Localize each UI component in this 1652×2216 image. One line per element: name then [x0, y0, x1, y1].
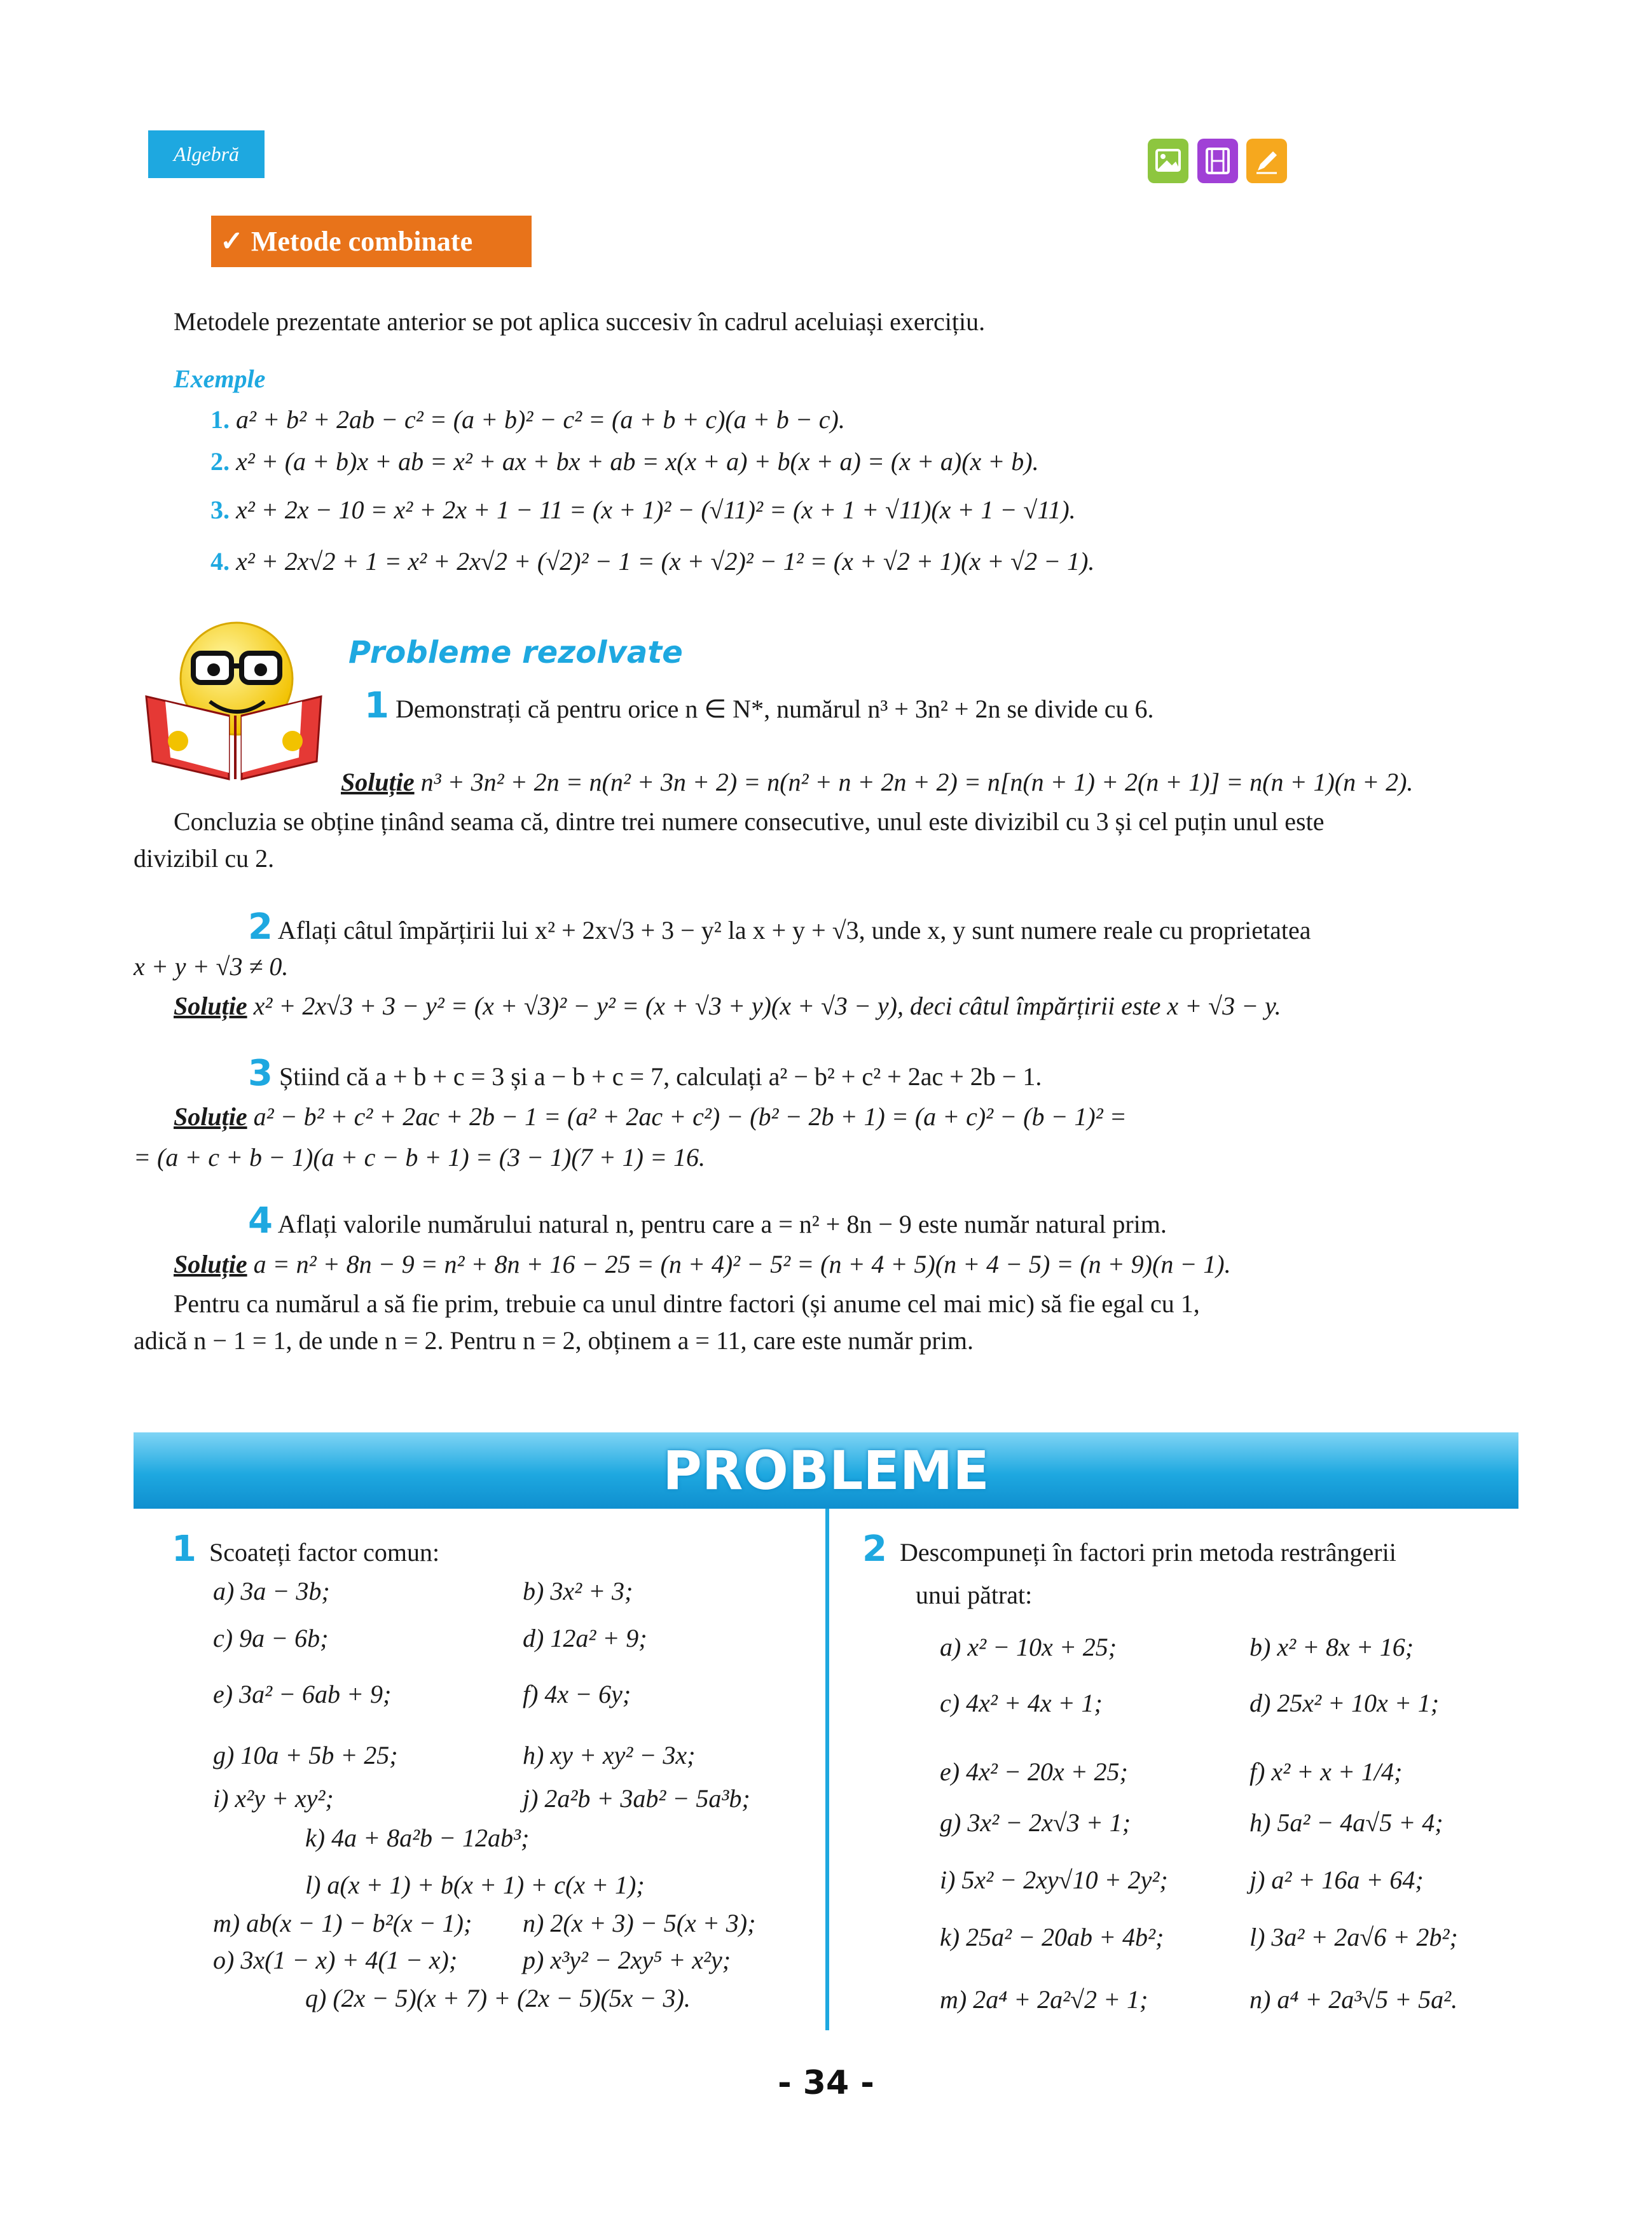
column-divider	[825, 1509, 829, 2030]
problems-title: PROBLEME	[663, 1439, 989, 1502]
solved-4-explanation: Pentru ca numărul a să fie prim, trebuie ca unul dintre factori (și anume cel mai mic) să fie egal cu 1,	[174, 1289, 1200, 1318]
intro-text: Metodele prezentate anterior se pot aplica succesiv în cadrul aceluiași exercițiu.	[174, 307, 986, 336]
solved-4-explanation-cont: adică n − 1 = 1, de unde n = 2. Pentru n = 2, obținem a = 11, care este număr prim.	[134, 1326, 974, 1355]
solved-4-statement: 4 Aflați valorile numărului natural n, pentru care a = n² + 8n − 9 este număr natural prim.	[248, 1200, 1167, 1242]
problem-number: 4	[248, 1200, 273, 1242]
solved-problems-title: Probleme rezolvate	[348, 635, 683, 670]
exercise-1-m: m) ab(x − 1) − b²(x − 1);	[213, 1909, 472, 1937]
exercise-2-k: k) 25a² − 20ab + 4b²;	[940, 1923, 1164, 1951]
exercise-2-f: f) x² + x + 1/4;	[1249, 1757, 1403, 1786]
problem-number: 1	[364, 685, 389, 726]
solved-3-solution: Soluție a² − b² + c² + 2ac + 2b − 1 = (a² + 2ac + c²) − (b² − 2b + 1) = (a + c)² − (b − 1)² =	[174, 1102, 1127, 1131]
exercise-number: 1	[172, 1528, 196, 1570]
exercise-1-l: l) a(x + 1) + b(x + 1) + c(x + 1);	[305, 1871, 645, 1899]
solved-3-statement: 3 Știind că a + b + c = 3 și a − b + c = 7, calculați a² − b² + c² + 2ac + 2b − 1.	[248, 1053, 1042, 1094]
solved-4-solution: Soluție a = n² + 8n − 9 = n² + 8n + 16 − 25 = (n + 4)² − 5² = (n + 4 + 5)(n + 4 − 5) = (n + 9)(n − 1).	[174, 1250, 1231, 1278]
problems-banner	[134, 1432, 1518, 1509]
exercise-2-e: e) 4x² − 20x + 25;	[940, 1757, 1128, 1786]
pencil-icon[interactable]	[1246, 139, 1287, 183]
exercise-2-j: j) a² + 16a + 64;	[1249, 1866, 1424, 1894]
example-1: 1. a² + b² + 2ab − c² = (a + b)² − c² = (a + b + c)(a + b − c).	[210, 405, 845, 434]
section-heading	[211, 216, 532, 267]
exercise-1-c: c) 9a − 6b;	[213, 1624, 329, 1652]
exercise-1-b: b) 3x² + 3;	[523, 1577, 633, 1605]
solved-1-solution: Soluție n³ + 3n² + 2n = n(n² + 3n + 2) = n(n² + n + 2n + 2) = n[n(n + 1) + 2(n + 1)] = n(n + 1)(n + 2).	[341, 768, 1414, 796]
exercise-1-f: f) 4x − 6y;	[523, 1680, 631, 1708]
chapter-tag: Algebră	[148, 130, 265, 178]
exercise-1-o: o) 3x(1 − x) + 4(1 − x);	[213, 1946, 458, 1974]
exercise-number: 2	[862, 1528, 887, 1570]
exercise-1-k: k) 4a + 8a²b − 12ab³;	[305, 1824, 530, 1852]
film-icon[interactable]	[1197, 139, 1238, 183]
example-3: 3. x² + 2x − 10 = x² + 2x + 1 − 11 = (x + 1)² − (√11)² = (x + 1 + √11)(x + 1 − √11).	[210, 495, 1076, 524]
solved-2-statement: 2 Aflați câtul împărțirii lui x² + 2x√3 + 3 − y² la x + y + √3, unde x, y sunt numere reale cu proprietatea	[248, 906, 1311, 948]
exercise-2-l: l) 3a² + 2a√6 + 2b²;	[1249, 1923, 1458, 1951]
exercise-1-a: a) 3a − 3b;	[213, 1577, 330, 1605]
page-number: - 34 -	[778, 2064, 874, 2102]
solved-2-solution: Soluție x² + 2x√3 + 3 − y² = (x + √3)² − y² = (x + √3 + y)(x + √3 − y), deci câtul împărțirii este x + √3 − y.	[174, 992, 1281, 1020]
exercise-2-a: a) x² − 10x + 25;	[940, 1633, 1117, 1661]
exercise-1-j: j) 2a²b + 3ab² − 5a³b;	[523, 1784, 750, 1813]
exercise-1-e: e) 3a² − 6ab + 9;	[213, 1680, 392, 1708]
exercise-2-b: b) x² + 8x + 16;	[1249, 1633, 1414, 1661]
problem-number: 3	[248, 1053, 273, 1094]
section-title: Metode combinate	[251, 226, 473, 257]
solved-1-conclusion: Concluzia se obține ținând seama că, dintre trei numere consecutive, unul este divizibil cu 3 și cel puțin unul este	[174, 807, 1325, 836]
examples-label: Exemple	[174, 364, 266, 393]
solved-3-solution-cont: = (a + c + b − 1)(a + c − b + 1) = (3 − 1)(7 + 1) = 16.	[134, 1143, 705, 1172]
example-4: 4. x² + 2x√2 + 1 = x² + 2x√2 + (√2)² − 1 = (x + √2)² − 1² = (x + √2 + 1)(x + √2 − 1).	[210, 547, 1095, 576]
exercise-2-c: c) 4x² + 4x + 1;	[940, 1689, 1103, 1717]
exercise-1-q: q) (2x − 5)(x + 7) + (2x − 5)(5x − 3).	[305, 1984, 691, 2012]
problem-number: 2	[248, 906, 273, 948]
exercise-2-heading-cont: unui pătrat:	[916, 1581, 1033, 1609]
solved-1-conclusion-cont: divizibil cu 2.	[134, 844, 275, 873]
check-icon: ✓	[220, 226, 244, 257]
reading-smiley-illustration	[140, 620, 324, 782]
exercise-2-i: i) 5x² − 2xy√10 + 2y²;	[940, 1866, 1168, 1894]
exercise-1-d: d) 12a² + 9;	[523, 1624, 647, 1652]
exercise-2-g: g) 3x² − 2x√3 + 1;	[940, 1808, 1131, 1837]
exercise-2-m: m) 2a⁴ + 2a²√2 + 1;	[940, 1985, 1148, 2014]
exercise-1-n: n) 2(x + 3) − 5(x + 3);	[523, 1909, 756, 1937]
exercise-2-n: n) a⁴ + 2a³√5 + 5a².	[1249, 1985, 1458, 2014]
exercise-2-d: d) 25x² + 10x + 1;	[1249, 1689, 1440, 1717]
image-icon[interactable]	[1148, 139, 1188, 183]
exercise-2-h: h) 5a² − 4a√5 + 4;	[1249, 1808, 1443, 1837]
exercise-1-heading: 1 Scoateți factor comun:	[172, 1528, 440, 1570]
exercise-1-i: i) x²y + xy²;	[213, 1784, 334, 1813]
exercise-1-g: g) 10a + 5b + 25;	[213, 1741, 398, 1769]
exercise-1-h: h) xy + xy² − 3x;	[523, 1741, 696, 1769]
exercise-2-heading: 2 Descompuneți în factori prin metoda restrângerii	[862, 1528, 1396, 1570]
solved-2-statement-cont: x + y + √3 ≠ 0.	[134, 952, 289, 981]
example-2: 2. x² + (a + b)x + ab = x² + ax + bx + ab = x(x + a) + b(x + a) = (x + a)(x + b).	[210, 447, 1039, 476]
exercise-1-p: p) x³y² − 2xy⁵ + x²y;	[523, 1946, 731, 1974]
solved-1-statement: 1 Demonstrați că pentru orice n ∈ N*, numărul n³ + 3n² + 2n se divide cu 6.	[364, 685, 1154, 726]
